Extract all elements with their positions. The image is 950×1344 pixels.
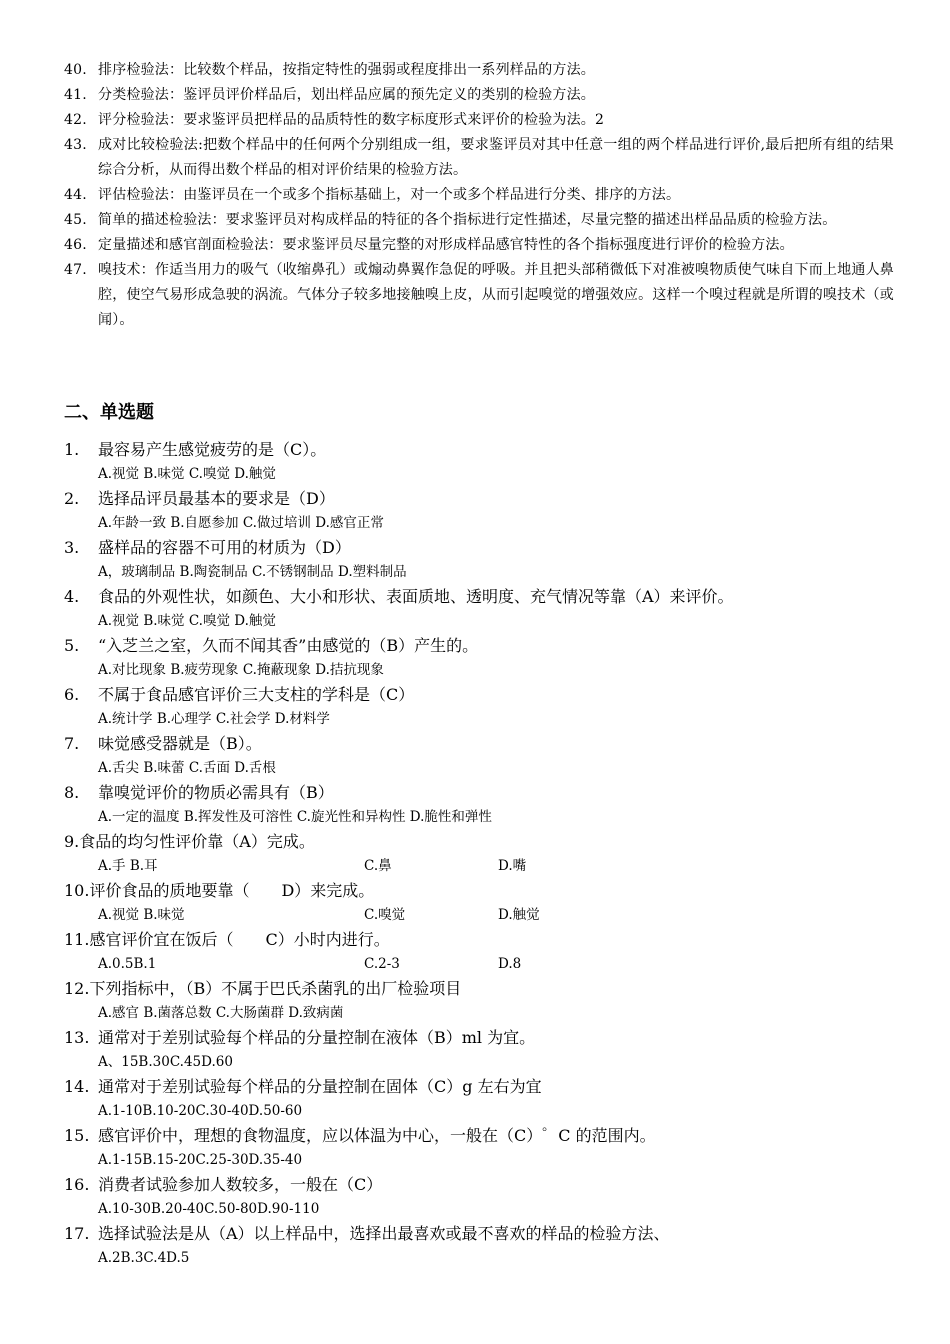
question-number: 7. (64, 734, 80, 753)
item-number: 46. (64, 237, 87, 253)
item-number: 42. (64, 112, 87, 128)
question-options: A.视觉 B.味觉 C.嗅觉 D.触觉 (98, 613, 276, 629)
item-number: 43. (64, 137, 87, 153)
question-number: 5. (64, 636, 80, 655)
question-text: 消费者试验参加人数较多，一般在（C） (98, 1175, 383, 1194)
option-group: D.嘴 (498, 858, 527, 874)
question-number: 1. (64, 440, 80, 459)
question-options: A.视觉 B.味觉 C.嗅觉 D.触觉 (98, 466, 276, 482)
question-text: “入芝兰之室，久而不闻其香”由感觉的（B）产生的。 (98, 636, 479, 655)
question-options: A.年龄一致 B.自愿参加 C.做过培训 D.感官正常 (98, 515, 384, 531)
option-group: A.视觉 B.味觉 (98, 907, 185, 923)
question-stem (64, 583, 894, 611)
question-stem (64, 730, 894, 758)
question-stem (64, 1122, 894, 1150)
question-options: A.一定的温度 B.挥发性及可溶性 C.旋光性和异构性 D.脆性和弹性 (98, 809, 492, 825)
question-stem (64, 1220, 894, 1248)
definition-item (64, 58, 894, 83)
question-text: 通常对于差别试验每个样品的分量控制在液体（B）ml 为宜。 (98, 1028, 536, 1047)
option-group: C.鼻 (364, 858, 392, 874)
question-stem (64, 1171, 894, 1199)
question-options: A.1-15B.15-20C.25-30D.35-40 (98, 1152, 303, 1168)
option-group: C.2-3 (364, 956, 400, 972)
question-options: A、15B.30C.45D.60 (98, 1054, 233, 1070)
item-number: 40. (64, 62, 87, 78)
item-number: 47. (64, 262, 87, 278)
question-options: A.统计学 B.心理学 C.社会学 D.材料学 (98, 711, 330, 727)
definition-item (64, 108, 894, 133)
question-stem (64, 779, 894, 807)
question-number: 13. (64, 1028, 90, 1047)
item-number: 45. (64, 212, 87, 228)
question-text: 选择品评员最基本的要求是（D） (98, 489, 335, 508)
definition-item (64, 83, 894, 108)
question-text: 食品的外观性状，如颜色、大小和形状、表面质地、透明度、充气情况等靠（A）来评价。 (98, 587, 734, 606)
question-number: 14. (64, 1077, 90, 1096)
question-text: 最容易产生感觉疲劳的是（C）。 (98, 440, 327, 459)
question-options: A.对比现象 B.疲劳现象 C.掩蔽现象 D.拮抗现象 (98, 662, 384, 678)
question-text: 味觉感受器就是（B）。 (98, 734, 262, 753)
item-text: 评估检验法：由鉴评员在一个或多个指标基础上，对一个或多个样品进行分类、排序的方法。 (98, 187, 681, 203)
question-stem (64, 1073, 894, 1101)
question-text: 盛样品的容器不可用的材质为（D） (98, 538, 351, 557)
option-group: C.嗅觉 (364, 907, 406, 923)
question-stem (64, 632, 894, 660)
question-text: 通常对于差别试验每个样品的分量控制在固体（C）g 左右为宜 (98, 1077, 542, 1096)
question-options (64, 856, 894, 877)
question-text: 靠嗅觉评价的物质必需具有（B） (98, 783, 334, 802)
item-text: 简单的描述检验法：要求鉴评员对构成样品的特征的各个指标进行定性描述，尽量完整的描述出样品品质的检验方法。 (98, 212, 837, 228)
item-text: 成对比较检验法:把数个样品中的任何两个分别组成一组，要求鉴评员对其中任意一组的两个样品进行评价,最后把所有组的结果综合分析，从而得出数个样品的相对评价结果的检验方法。 (98, 137, 894, 178)
question-options (64, 905, 894, 926)
option-group: D.触觉 (498, 907, 540, 923)
item-text: 分类检验法：鉴评员评价样品后，划出样品应属的预先定义的类别的检验方法。 (98, 87, 595, 103)
item-text: 嗅技术：作适当用力的吸气（收缩鼻孔）或煽动鼻翼作急促的呼吸。并且把头部稍微低下对准被嗅物质使气味自下而上地通人鼻腔，使空气易形成急驶的涡流。气体分子较多地接触嗅上皮，从而引起嗅觉的增强效应。这样一个嗅过程就是所谓的嗅技术（或闻）。 (98, 262, 894, 328)
question-stem: 9.食品的均匀性评价靠（A）完成。 (64, 832, 315, 851)
item-text: 排序检验法：比较数个样品，按指定特性的强弱或程度排出一系列样品的方法。 (98, 62, 595, 78)
question-stem: 10.评价食品的质地要靠（ D）来完成。 (64, 881, 375, 900)
question-options: A.1-10B.10-20C.30-40D.50-60 (98, 1103, 303, 1119)
option-group: D.8 (498, 956, 522, 972)
definition-item (64, 183, 894, 208)
definition-item (64, 233, 894, 258)
question-text: 感官评价中，理想的食物温度，应以体温为中心，一般在（C）゜C 的范围内。 (98, 1126, 656, 1145)
definition-item (64, 208, 894, 233)
question-options: A.10-30B.20-40C.50-80D.90-110 (98, 1201, 320, 1217)
item-text: 定量描述和感官剖面检验法：要求鉴评员尽量完整的对形成样品感官特性的各个指标强度进行评价的检验方法。 (98, 237, 794, 253)
question-stem: 12.下列指标中，（B）不属于巴氏杀菌乳的出厂检验项目 (64, 979, 462, 998)
question-number: 4. (64, 587, 80, 606)
question-number: 3. (64, 538, 80, 557)
question-number: 6. (64, 685, 80, 704)
question-options: A，玻璃制品 B.陶瓷制品 C.不锈钢制品 D.塑料制品 (98, 564, 407, 580)
question-stem (64, 436, 894, 464)
question-text: 选择试验法是从（A）以上样品中，选择出最喜欢或最不喜欢的样品的检验方法、 (98, 1224, 670, 1243)
item-number: 41. (64, 87, 87, 103)
question-options (64, 954, 894, 975)
questions-list (64, 436, 894, 1269)
question-number: 17. (64, 1224, 90, 1243)
question-options: A.感官 B.菌落总数 C.大肠菌群 D.致病菌 (98, 1005, 344, 1021)
option-group: A.0.5B.1 (98, 956, 157, 972)
question-number: 8. (64, 783, 80, 802)
definition-item (64, 258, 894, 333)
definition-item (64, 133, 894, 183)
question-text: 不属于食品感官评价三大支柱的学科是（C） (98, 685, 415, 704)
option-group: A.手 B.耳 (98, 858, 158, 874)
question-options: A.2B.3C.4D.5 (98, 1250, 190, 1266)
item-text: 评分检验法：要求鉴评员把样品的品质特性的数字标度形式来评价的检验为法。2 (98, 112, 605, 128)
question-stem (64, 1024, 894, 1052)
item-number: 44. (64, 187, 87, 203)
question-stem: 11.感官评价宜在饭后（ C）小时内进行。 (64, 930, 390, 949)
section-title: 二、单选题 (64, 402, 154, 423)
question-number: 2. (64, 489, 80, 508)
question-number: 16. (64, 1175, 90, 1194)
question-stem (64, 485, 894, 513)
question-number: 15. (64, 1126, 90, 1145)
question-options: A.舌尖 B.味蕾 C.舌面 D.舌根 (98, 760, 276, 776)
question-stem (64, 681, 894, 709)
question-stem (64, 534, 894, 562)
definitions-list (64, 58, 894, 333)
